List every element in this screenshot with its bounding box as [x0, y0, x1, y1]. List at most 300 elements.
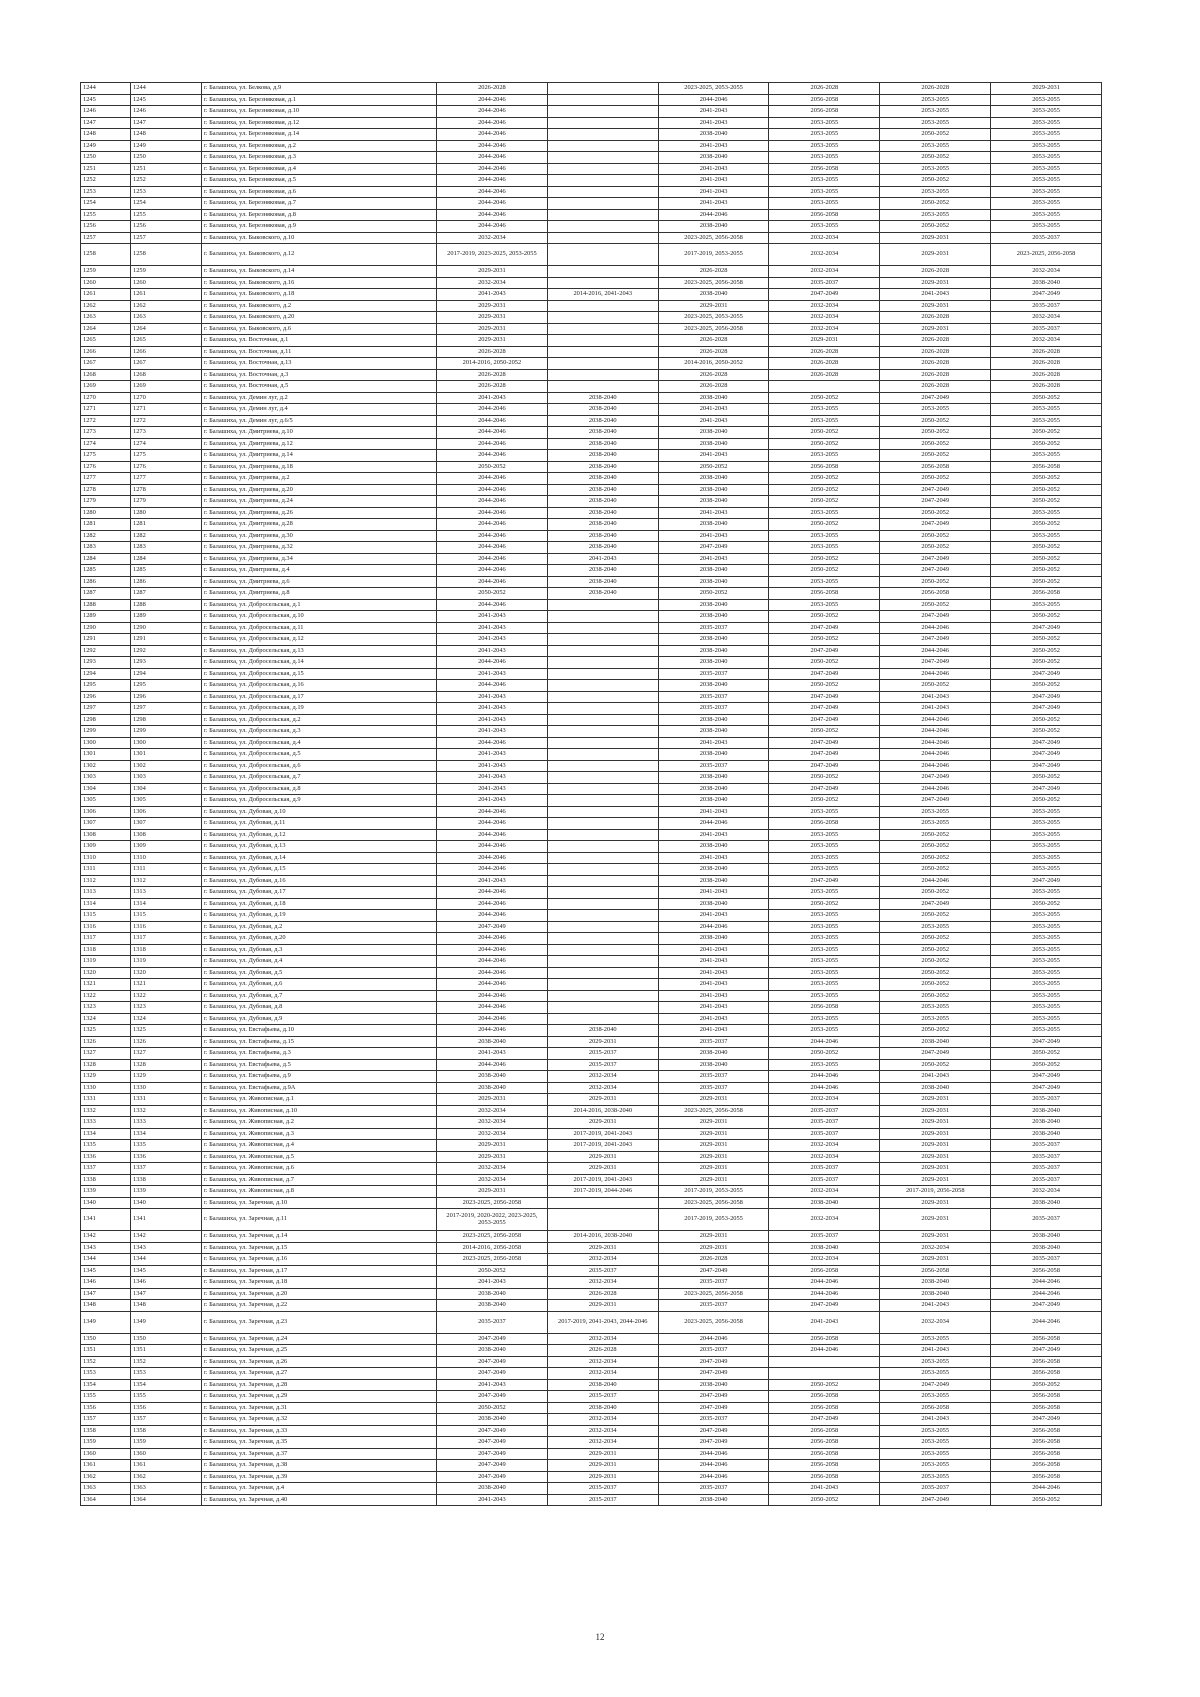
table-cell: г. Балашиха, ул. Дубовая, д.2 [202, 921, 437, 933]
table-cell: 1364 [81, 1494, 131, 1506]
table-cell [547, 829, 658, 841]
table-cell: 2041-2043 [437, 760, 548, 772]
table-cell: 1255 [81, 209, 131, 221]
table-row [81, 898, 1102, 910]
table-cell: 2044-2046 [437, 530, 548, 542]
table-cell: 2053-2055 [769, 979, 880, 991]
table-row [81, 163, 1102, 175]
table-cell: 2047-2049 [880, 795, 991, 807]
table-cell: 2023-2025, 2056-2058 [437, 1254, 548, 1266]
table-cell: 2044-2046 [880, 749, 991, 761]
table-cell: 2041-2043 [437, 622, 548, 634]
table-row [81, 392, 1102, 404]
table-row [81, 1437, 1102, 1449]
table-cell: 1313 [81, 887, 131, 899]
table-cell: 2047-2049 [437, 1391, 548, 1403]
table-cell: 2053-2055 [769, 933, 880, 945]
table-cell: 2050-2052 [991, 427, 1102, 439]
table-cell: 2035-2037 [880, 1483, 991, 1495]
table-cell: 2050-2052 [769, 1494, 880, 1506]
table-cell: г. Балашиха, ул. Живописная, д.3 [202, 1128, 437, 1140]
table-cell: 1321 [81, 979, 131, 991]
table-cell: 2044-2046 [437, 542, 548, 554]
table-cell: 2038-2040 [547, 392, 658, 404]
table-cell: г. Балашиха, ул. Дубовая, д.17 [202, 887, 437, 899]
table-cell: 1329 [131, 1071, 202, 1083]
table-cell: 2032-2034 [769, 1151, 880, 1163]
table-cell: 1338 [81, 1174, 131, 1186]
table-cell: 2050-2052 [880, 129, 991, 141]
table-cell: г. Балашиха, ул. Демин луг, д.2 [202, 392, 437, 404]
table-row [81, 346, 1102, 358]
table-cell: 1266 [131, 346, 202, 358]
table-cell: 1318 [131, 944, 202, 956]
table-row [81, 956, 1102, 968]
table-cell: 2050-2052 [880, 507, 991, 519]
table-cell: 2035-2037 [658, 1036, 769, 1048]
table-cell: 2026-2028 [880, 312, 991, 324]
table-cell: 2029-2031 [658, 1242, 769, 1254]
table-cell: 2050-2052 [991, 484, 1102, 496]
table-cell: г. Балашиха, ул. Дмитриева, д.28 [202, 519, 437, 531]
table-cell: 2053-2055 [880, 106, 991, 118]
table-cell: г. Балашиха, ул. Березняковая, д.4 [202, 163, 437, 175]
table-row [81, 933, 1102, 945]
table-cell: 2047-2049 [769, 875, 880, 887]
table-cell: 1330 [131, 1082, 202, 1094]
table-cell [547, 691, 658, 703]
table-cell: 2035-2037 [769, 1128, 880, 1140]
table-cell: 2053-2055 [769, 806, 880, 818]
table-cell: г. Балашиха, ул. Добросельская, д.6 [202, 760, 437, 772]
table-cell: 2050-2052 [880, 198, 991, 210]
table-cell: 2026-2028 [880, 83, 991, 95]
table-cell: г. Балашиха, ул. Дмитриева, д.12 [202, 438, 437, 450]
table-cell: г. Балашиха, ул. Березняковая, д.7 [202, 198, 437, 210]
table-cell: 1266 [81, 346, 131, 358]
table-row [81, 1140, 1102, 1152]
table-cell: 2053-2055 [991, 140, 1102, 152]
table-cell: 2047-2049 [769, 668, 880, 680]
table-cell: 1324 [131, 1013, 202, 1025]
table-cell: 1261 [81, 289, 131, 301]
table-cell: 2044-2046 [437, 599, 548, 611]
table-cell: 2038-2040 [658, 680, 769, 692]
table-cell [547, 277, 658, 289]
table-cell: 2029-2031 [437, 335, 548, 347]
table-cell: 2047-2049 [769, 645, 880, 657]
table-cell: 2056-2058 [769, 1460, 880, 1472]
table-cell: 2029-2031 [769, 335, 880, 347]
table-cell [547, 266, 658, 278]
table-cell: 1355 [131, 1391, 202, 1403]
table-cell: 2053-2055 [991, 209, 1102, 221]
table-cell: 2053-2055 [991, 910, 1102, 922]
table-cell: г. Балашиха, ул. Дубовая, д.12 [202, 829, 437, 841]
table-row [81, 1163, 1102, 1175]
table-cell: 2014-2016, 2038-2040 [547, 1105, 658, 1117]
table-cell: 1356 [81, 1402, 131, 1414]
table-cell: 2050-2052 [769, 634, 880, 646]
table-cell: 2047-2049 [437, 1333, 548, 1345]
table-cell: 1269 [81, 381, 131, 393]
table-cell: 2038-2040 [658, 749, 769, 761]
table-cell: г. Балашиха, ул. Дубовая, д.14 [202, 852, 437, 864]
table-cell: г. Балашиха, ул. Заречная, д.4 [202, 1483, 437, 1495]
table-cell: 2047-2049 [880, 1048, 991, 1060]
table-cell: 2026-2028 [437, 369, 548, 381]
table-cell: 1317 [131, 933, 202, 945]
table-cell: 2044-2046 [437, 152, 548, 164]
table-cell: 2029-2031 [658, 1094, 769, 1106]
table-row [81, 300, 1102, 312]
table-cell: 2053-2055 [769, 910, 880, 922]
table-cell: г. Балашиха, ул. Дмитриева, д.30 [202, 530, 437, 542]
table-cell: 2029-2031 [437, 1186, 548, 1198]
table-cell: 2050-2052 [991, 1494, 1102, 1506]
table-row [81, 461, 1102, 473]
table-cell: 1275 [131, 450, 202, 462]
table-row [81, 887, 1102, 899]
table-cell [547, 887, 658, 899]
table-cell: 2044-2046 [991, 1483, 1102, 1495]
table-cell: 1363 [131, 1483, 202, 1495]
table-cell: 2053-2055 [991, 117, 1102, 129]
table-cell: 2056-2058 [769, 1391, 880, 1403]
table-cell: 2041-2043 [658, 450, 769, 462]
table-cell: 2056-2058 [769, 163, 880, 175]
table-row [81, 1151, 1102, 1163]
table-cell: 1247 [131, 117, 202, 129]
table-row [81, 323, 1102, 335]
table-cell: 2026-2028 [880, 358, 991, 370]
table-cell [769, 381, 880, 393]
table-cell: г. Балашиха, ул. Дубовая, д.6 [202, 979, 437, 991]
table-row [81, 668, 1102, 680]
table-cell [547, 358, 658, 370]
table-cell: 2026-2028 [769, 83, 880, 95]
table-cell: 2044-2046 [437, 565, 548, 577]
table-cell: 1283 [131, 542, 202, 554]
table-cell: 2041-2043 [658, 967, 769, 979]
table-row [81, 726, 1102, 738]
table-cell: 2044-2046 [437, 427, 548, 439]
table-cell: 2038-2040 [547, 1402, 658, 1414]
table-cell: 1349 [81, 1311, 131, 1333]
table-cell: 2041-2043 [880, 1071, 991, 1083]
table-cell: 1328 [81, 1059, 131, 1071]
table-cell: 1276 [81, 461, 131, 473]
table-cell: 2029-2031 [880, 277, 991, 289]
table-cell: 2047-2049 [437, 1356, 548, 1368]
table-cell: 1251 [131, 163, 202, 175]
table-cell: г. Балашиха, ул. Заречная, д.27 [202, 1368, 437, 1380]
table-cell: 2053-2055 [769, 1059, 880, 1071]
table-cell [547, 599, 658, 611]
table-cell: 2053-2055 [769, 887, 880, 899]
table-cell: 2041-2043 [880, 1345, 991, 1357]
table-cell: г. Балашиха, ул. Быковского, д.14 [202, 266, 437, 278]
table-cell: 2038-2040 [658, 611, 769, 623]
table-cell: 2038-2040 [658, 841, 769, 853]
table-cell: 2044-2046 [437, 186, 548, 198]
table-cell: 2047-2049 [769, 714, 880, 726]
table-cell: 2047-2049 [437, 1425, 548, 1437]
table-cell: г. Балашиха, ул. Заречная, д.15 [202, 1242, 437, 1254]
table-cell: 2047-2049 [991, 703, 1102, 715]
table-cell: 2053-2055 [769, 864, 880, 876]
table-cell: 2053-2055 [880, 117, 991, 129]
table-cell: 1257 [81, 232, 131, 244]
table-cell [547, 152, 658, 164]
table-cell: 2047-2049 [658, 1265, 769, 1277]
table-cell [547, 979, 658, 991]
table-cell: 2047-2049 [769, 1300, 880, 1312]
table-row [81, 1186, 1102, 1198]
table-cell: 2053-2055 [991, 198, 1102, 210]
table-cell: г. Балашиха, ул. Заречная, д.11 [202, 1209, 437, 1231]
table-cell: 2056-2058 [769, 209, 880, 221]
table-cell: 2053-2055 [991, 221, 1102, 233]
table-cell: 2050-2052 [880, 473, 991, 485]
table-cell: 2041-2043 [658, 806, 769, 818]
table-cell: 2038-2040 [658, 783, 769, 795]
table-cell: 2026-2028 [769, 346, 880, 358]
table-cell: 2038-2040 [658, 795, 769, 807]
table-cell: 2044-2046 [437, 1002, 548, 1014]
table-cell: 2053-2055 [769, 404, 880, 416]
table-cell: 1337 [81, 1163, 131, 1175]
table-row [81, 657, 1102, 669]
table-cell: 1286 [81, 576, 131, 588]
table-cell: 2053-2055 [991, 450, 1102, 462]
table-cell: 2050-2052 [991, 795, 1102, 807]
table-cell: 2053-2055 [991, 415, 1102, 427]
table-cell: 2041-2043 [769, 1311, 880, 1333]
table-cell: 2041-2043 [658, 117, 769, 129]
table-cell: 2044-2046 [437, 841, 548, 853]
table-cell: 2047-2049 [658, 1368, 769, 1380]
table-cell: 1338 [131, 1174, 202, 1186]
table-cell: 1344 [131, 1254, 202, 1266]
table-cell: 2041-2043 [880, 691, 991, 703]
table-cell: 1254 [81, 198, 131, 210]
table-cell: 2041-2043 [437, 634, 548, 646]
table-cell: 2047-2049 [880, 1494, 991, 1506]
table-cell: 2044-2046 [769, 1082, 880, 1094]
table-cell: 1353 [81, 1368, 131, 1380]
table-row [81, 1333, 1102, 1345]
table-cell: 2032-2034 [880, 1311, 991, 1333]
table-cell: 1336 [81, 1151, 131, 1163]
table-cell: 2032-2034 [547, 1414, 658, 1426]
table-row [81, 1105, 1102, 1117]
table-row [81, 1471, 1102, 1483]
table-cell: 2044-2046 [658, 94, 769, 106]
table-cell: 2041-2043 [880, 289, 991, 301]
table-cell: 1271 [131, 404, 202, 416]
table-cell: 2032-2034 [769, 1094, 880, 1106]
table-cell: 2029-2031 [547, 1300, 658, 1312]
table-cell: 2053-2055 [769, 186, 880, 198]
table-cell [547, 163, 658, 175]
table-cell: 2035-2037 [658, 622, 769, 634]
table-row [81, 1025, 1102, 1037]
table-cell: 1326 [81, 1036, 131, 1048]
table-cell: 1348 [81, 1300, 131, 1312]
table-cell: 2053-2055 [769, 152, 880, 164]
table-cell: 2041-2043 [880, 1300, 991, 1312]
table-cell: 2035-2037 [991, 1254, 1102, 1266]
table-row [81, 1174, 1102, 1186]
table-cell: 2050-2052 [880, 887, 991, 899]
table-row [81, 841, 1102, 853]
table-cell: 2050-2052 [880, 427, 991, 439]
table-cell: 2038-2040 [658, 129, 769, 141]
table-cell: г. Балашиха, ул. Заречная, д.26 [202, 1356, 437, 1368]
table-cell: 2053-2055 [769, 507, 880, 519]
table-cell: 2029-2031 [547, 1117, 658, 1129]
table-cell: 2050-2052 [880, 221, 991, 233]
table-row [81, 864, 1102, 876]
table-cell: 2029-2031 [437, 323, 548, 335]
table-row [81, 1013, 1102, 1025]
table-cell: 2053-2055 [991, 806, 1102, 818]
table-cell: 1316 [131, 921, 202, 933]
table-cell: 2035-2037 [658, 691, 769, 703]
table-cell [547, 703, 658, 715]
table-cell: 2053-2055 [991, 106, 1102, 118]
table-row [81, 277, 1102, 289]
table-cell: 2053-2055 [880, 1391, 991, 1403]
table-cell: 1258 [81, 244, 131, 266]
table-cell: 2056-2058 [769, 1002, 880, 1014]
table-row [81, 519, 1102, 531]
table-cell: 2050-2052 [991, 772, 1102, 784]
table-cell: 2038-2040 [547, 576, 658, 588]
table-cell: 2041-2043 [658, 956, 769, 968]
table-cell: 1352 [81, 1356, 131, 1368]
table-cell: г. Балашиха, ул. Березняковая, д.2 [202, 140, 437, 152]
table-cell: 1244 [81, 83, 131, 95]
table-cell: 1299 [81, 726, 131, 738]
table-cell: 2026-2028 [880, 266, 991, 278]
table-cell: 1343 [81, 1242, 131, 1254]
table-cell [547, 772, 658, 784]
table-row [81, 1402, 1102, 1414]
table-row [81, 1036, 1102, 1048]
table-row [81, 622, 1102, 634]
table-cell [547, 300, 658, 312]
table-cell: 2032-2034 [769, 266, 880, 278]
table-cell: г. Балашиха, ул. Дубовая, д.5 [202, 967, 437, 979]
table-cell: г. Балашиха, ул. Дубовая, д.3 [202, 944, 437, 956]
table-row [81, 198, 1102, 210]
table-cell: 2047-2049 [991, 289, 1102, 301]
table-cell: г. Балашиха, ул. Дубовая, д.11 [202, 818, 437, 830]
table-cell: 2044-2046 [437, 979, 548, 991]
table-cell: 2041-2043 [437, 1379, 548, 1391]
table-cell: 2044-2046 [437, 415, 548, 427]
table-cell: 2053-2055 [880, 1333, 991, 1345]
table-cell: 2047-2049 [991, 1345, 1102, 1357]
table-cell: 2056-2058 [991, 588, 1102, 600]
table-row [81, 266, 1102, 278]
table-cell [547, 1197, 658, 1209]
table-cell: 2035-2037 [658, 1483, 769, 1495]
table-cell: г. Балашиха, ул. Дмитриева, д.18 [202, 461, 437, 473]
table-cell: 2017-2019, 2044-2046 [547, 1186, 658, 1198]
table-cell: 2038-2040 [658, 1379, 769, 1391]
table-cell: 1317 [81, 933, 131, 945]
table-cell: 2038-2040 [880, 1288, 991, 1300]
table-cell: 1358 [81, 1425, 131, 1437]
table-cell: 2035-2037 [658, 1300, 769, 1312]
table-cell: 2026-2028 [991, 358, 1102, 370]
table-cell: 1245 [81, 94, 131, 106]
table-row [81, 875, 1102, 887]
table-cell: 2038-2040 [547, 519, 658, 531]
table-cell: 2047-2049 [769, 1414, 880, 1426]
table-cell: 2041-2043 [658, 990, 769, 1002]
table-cell: 2038-2040 [547, 542, 658, 554]
table-cell: 2053-2055 [880, 163, 991, 175]
table-cell: 2044-2046 [437, 473, 548, 485]
table-cell [547, 346, 658, 358]
table-cell: 2050-2052 [769, 565, 880, 577]
table-cell: 2047-2049 [991, 668, 1102, 680]
table-row [81, 1254, 1102, 1266]
table-cell: 2041-2043 [658, 530, 769, 542]
table-cell: г. Балашиха, ул. Дмитриева, д.14 [202, 450, 437, 462]
table-row [81, 1277, 1102, 1289]
table-cell: 1287 [131, 588, 202, 600]
table-cell: 2032-2034 [437, 1174, 548, 1186]
table-row [81, 829, 1102, 841]
table-cell: 2041-2043 [658, 910, 769, 922]
table-cell: 2041-2043 [437, 749, 548, 761]
table-cell: 2032-2034 [547, 1071, 658, 1083]
table-cell: 2047-2049 [880, 772, 991, 784]
table-cell: 2041-2043 [437, 668, 548, 680]
table-cell: г. Балашиха, ул. Дубовая, д.13 [202, 841, 437, 853]
table-row [81, 990, 1102, 1002]
table-cell: 2053-2055 [880, 1437, 991, 1449]
table-cell: 2053-2055 [991, 887, 1102, 899]
table-cell: 2053-2055 [769, 944, 880, 956]
table-cell: 1249 [81, 140, 131, 152]
table-cell: г. Балашиха, ул. Демин луг, д.6/5 [202, 415, 437, 427]
table-cell: 2032-2034 [547, 1425, 658, 1437]
table-cell: 2041-2043 [437, 714, 548, 726]
table-cell: 1287 [81, 588, 131, 600]
table-cell: 2029-2031 [547, 1471, 658, 1483]
table-cell: 2053-2055 [991, 818, 1102, 830]
table-cell: 2038-2040 [658, 864, 769, 876]
table-cell: 2047-2049 [991, 1036, 1102, 1048]
table-cell: 2026-2028 [880, 381, 991, 393]
table-cell: 1334 [131, 1128, 202, 1140]
table-cell: 1275 [81, 450, 131, 462]
table-cell: г. Балашиха, ул. Заречная, д.37 [202, 1448, 437, 1460]
table-cell: 2041-2043 [437, 1494, 548, 1506]
table-cell: 1344 [81, 1254, 131, 1266]
table-cell: 2047-2049 [437, 1471, 548, 1483]
table-cell: 1265 [131, 335, 202, 347]
table-cell: 2029-2031 [880, 1105, 991, 1117]
table-cell: 2056-2058 [769, 588, 880, 600]
table-row [81, 1379, 1102, 1391]
